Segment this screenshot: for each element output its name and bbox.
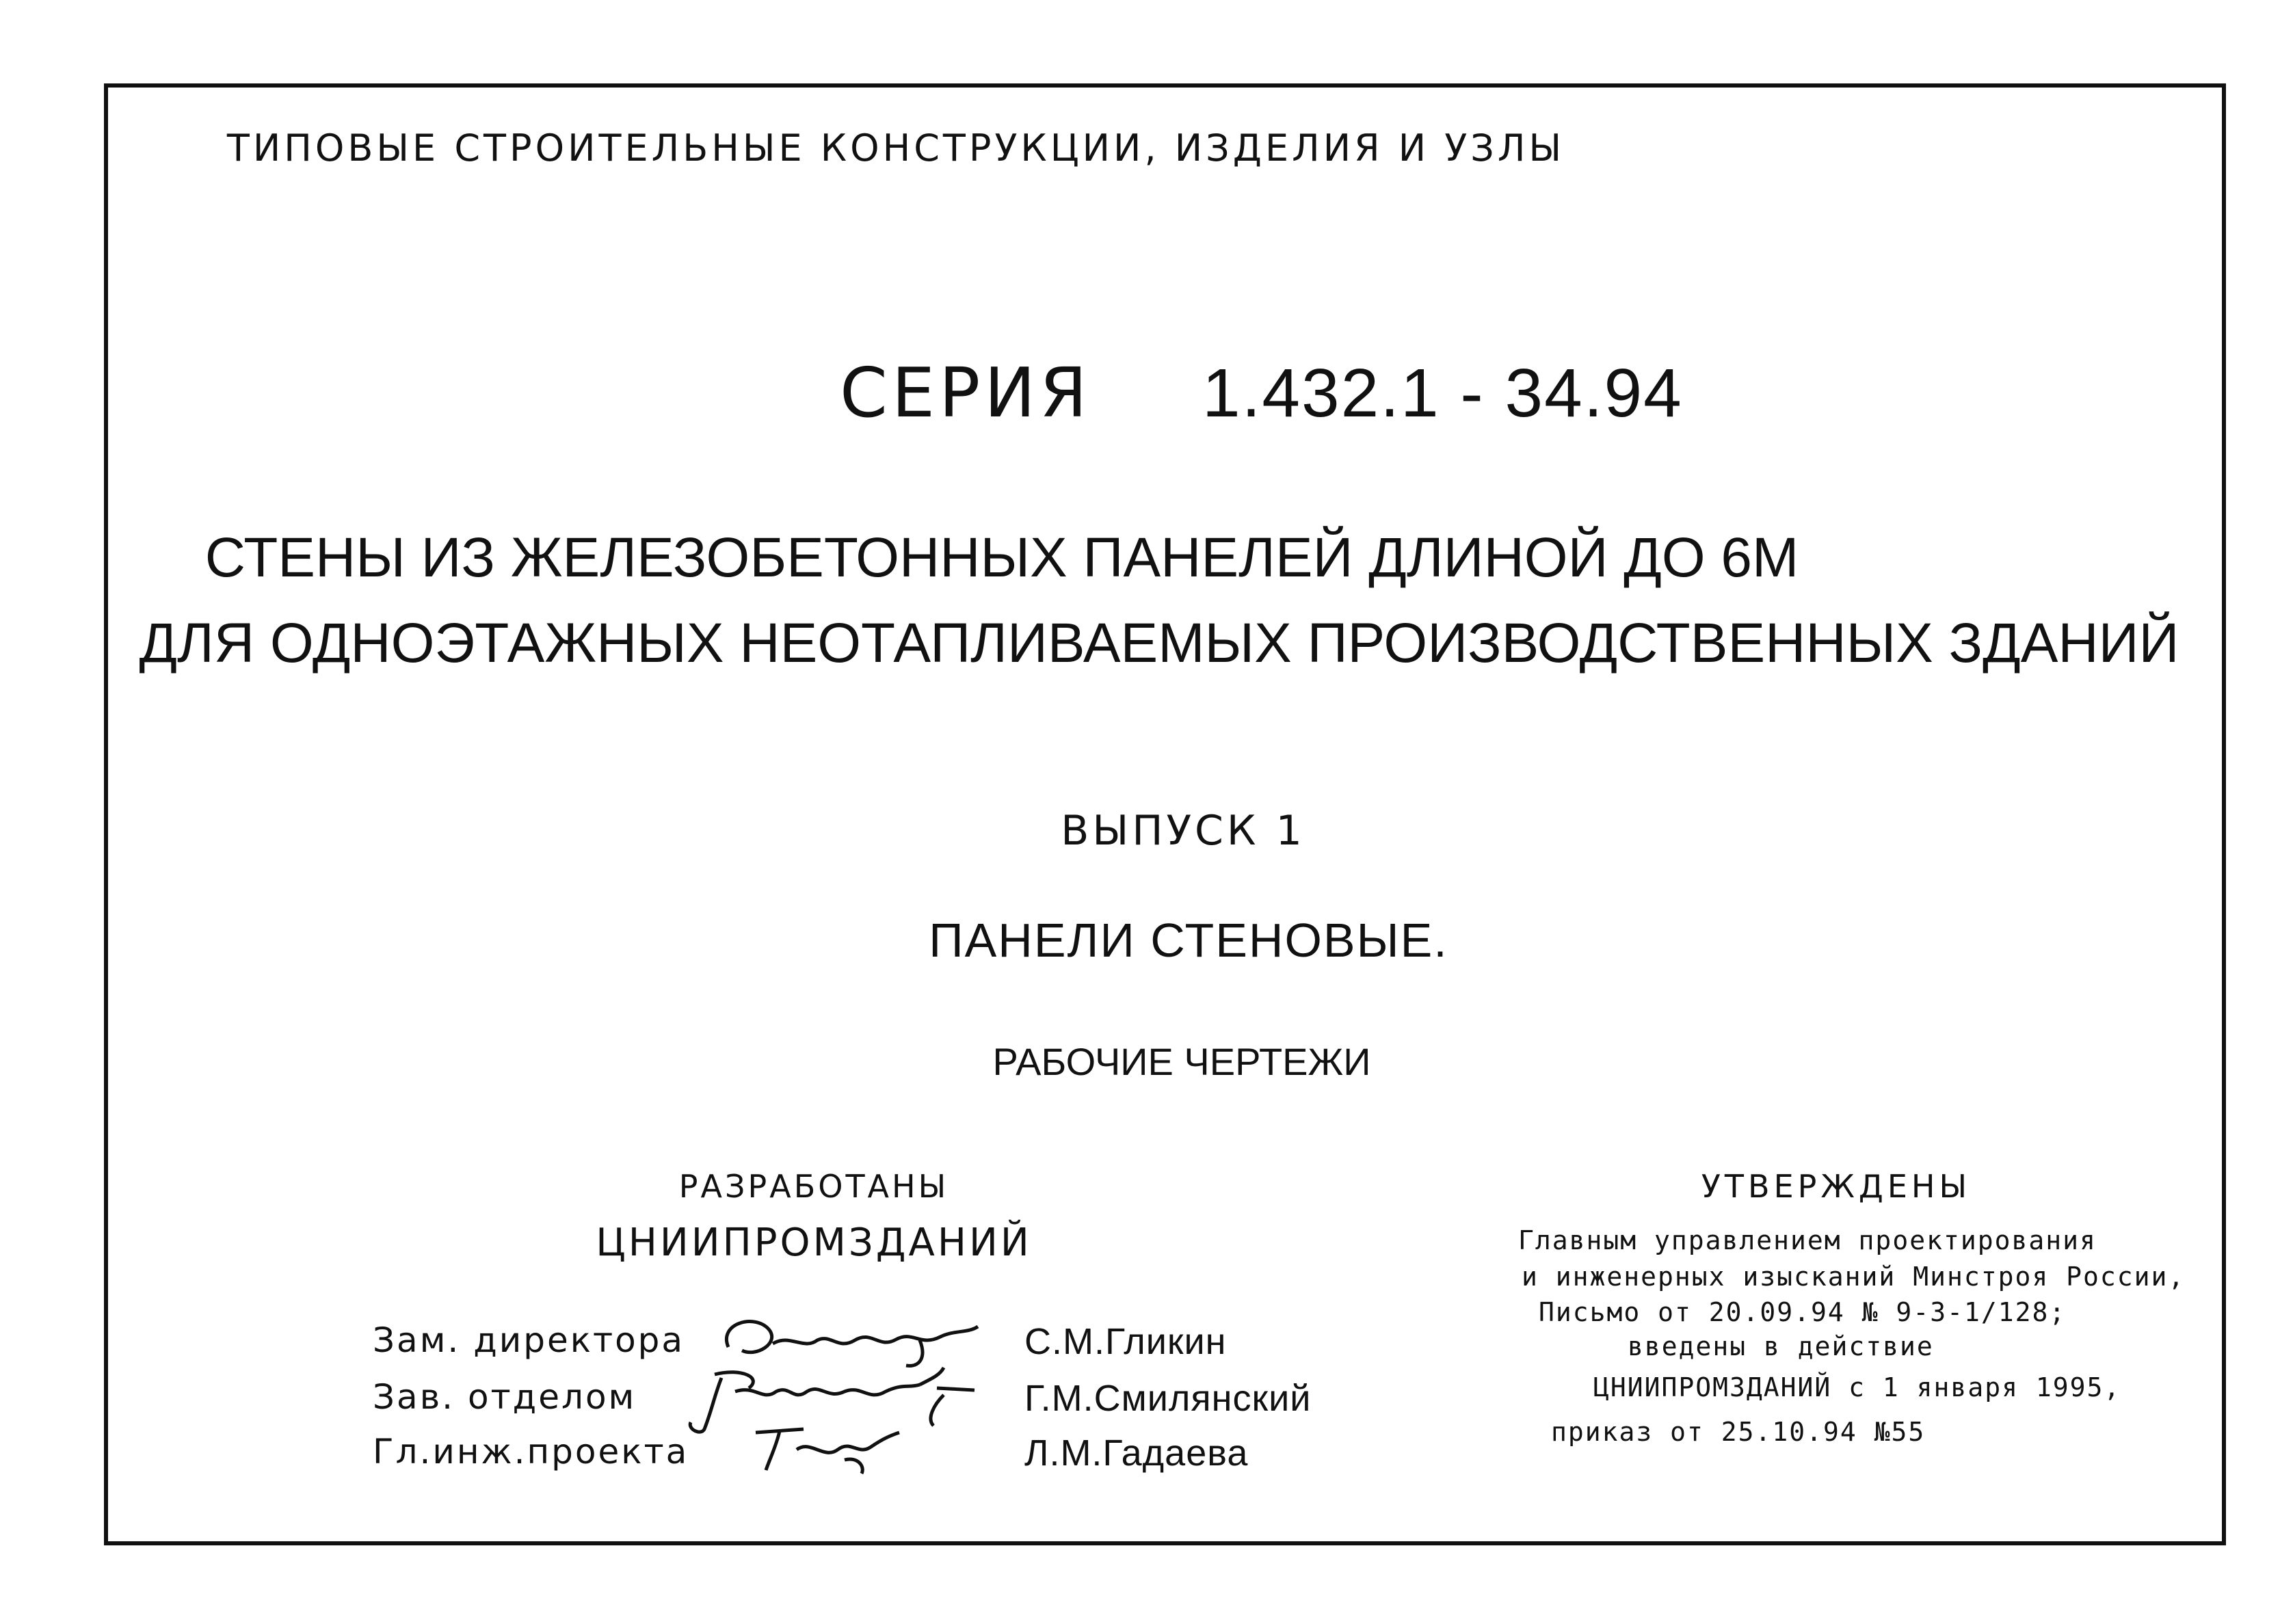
signatory-position: Зам. директора bbox=[373, 1320, 685, 1360]
approval-line: ЦНИИПРОМЗДАНИЙ с 1 января 1995, bbox=[1593, 1372, 2121, 1402]
signature-chief-engineer bbox=[742, 1419, 913, 1480]
approval-line: приказ от 25.10.94 №55 bbox=[1551, 1417, 1926, 1447]
approval-line: Письмо от 20.09.94 № 9-3-1/128; bbox=[1539, 1297, 2067, 1327]
developer-organization: ЦНИИПРОМЗДАНИЙ bbox=[596, 1221, 1032, 1265]
approval-line: введены в действие bbox=[1628, 1331, 1934, 1361]
signatory-position: Гл.инж.проекта bbox=[373, 1432, 689, 1472]
header-text: ТИПОВЫЕ СТРОИТЕЛЬНЫЕ КОНСТРУКЦИИ, ИЗДЕЛИЯ И УЗЛЫ bbox=[226, 127, 1565, 170]
document-type: РАБОЧИЕ ЧЕРТЕЖИ bbox=[992, 1040, 1371, 1083]
signatory-position: Зав. отделом bbox=[373, 1377, 637, 1417]
approval-line: Главным управлением проектирования bbox=[1518, 1225, 2097, 1255]
signature-director bbox=[715, 1309, 988, 1371]
signatory-name: Г.М.Смилянский bbox=[1024, 1378, 1312, 1419]
signatory-name: Л.М.Гадаева bbox=[1024, 1433, 1249, 1474]
approved-label: УТВЕРЖДЕНЫ bbox=[1701, 1168, 1972, 1205]
issue-label: ВЫПУСК 1 bbox=[1061, 807, 1305, 855]
series-label: СЕРИЯ bbox=[840, 353, 1091, 433]
developed-label: РАЗРАБОТАНЫ bbox=[678, 1168, 949, 1205]
series-number: 1.432.1 - 34.94 bbox=[1202, 355, 1683, 431]
signatory-name: С.М.Гликин bbox=[1024, 1321, 1227, 1362]
title-line-1: СТЕНЫ ИЗ ЖЕЛЕЗОБЕТОННЫХ ПАНЕЛЕЙ ДЛИНОЙ ДО 6М bbox=[204, 527, 1799, 589]
title-line-2: ДЛЯ ОДНОЭТАЖНЫХ НЕОТАПЛИВАЕМЫХ ПРОИЗВОДСТВЕННЫХ ЗДАНИЙ bbox=[139, 612, 2179, 674]
subject-text: ПАНЕЛИ СТЕНОВЫЕ. bbox=[929, 914, 1448, 967]
approval-line: и инженерных изысканий Минстроя России, bbox=[1522, 1262, 2186, 1292]
